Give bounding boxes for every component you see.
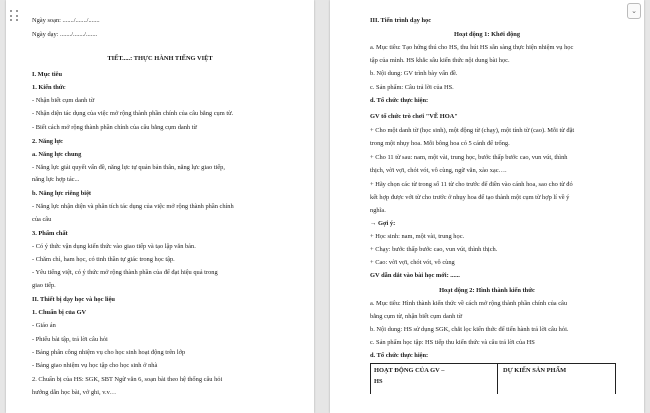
heading-specific-competence: b. Năng lực riêng biệt [32, 190, 92, 197]
text-line: hướng dẫn học bài, vở ghi, v.v… [32, 389, 117, 396]
table-divider [497, 364, 498, 394]
text-line: + Chạy: bước thấp bước cao, vun vút, thình thịch. [370, 246, 498, 253]
prep-date: Ngày soạn: ......./......./....... [32, 17, 100, 24]
text-line: + Cho 11 từ sau: nam, một vài, trung học, bước thấp bước cao, vun vút, thình [370, 154, 568, 161]
teach-date: Ngày dạy: ......./......./....... [32, 31, 98, 38]
student-prep: 2. Chuẩn bị của HS: SGK, SBT Ngữ văn 6, soạn bài theo hệ thống câu hỏi [32, 376, 223, 383]
activity-table [370, 363, 616, 394]
lesson-title: TIẾT.....: THỰC HÀNH TIẾNG VIỆT [107, 55, 213, 62]
table-header-activity-cont: HS [374, 378, 383, 385]
heading-competence: 2. Năng lực [32, 138, 63, 145]
heading-procedure: III. Tiến trình dạy học [370, 17, 432, 24]
text-line: + Cao: vời vợi, chót vót, vô cùng [370, 259, 455, 266]
text-line: - Giáo án [32, 322, 56, 329]
heading-activity-1: Hoạt động 1: Khởi động [453, 31, 521, 38]
heading-qualities: 3. Phẩm chất [32, 230, 68, 237]
text-line: năng lực hợp tác... [32, 176, 80, 183]
text-line: c. Sản phẩm học tập: HS tiếp thu kiến thức và câu trả lời của HS [370, 339, 535, 346]
text-line: a. Mục tiêu: Hình thành kiến thức về cách mở rộng thành phần chính của câu [370, 300, 568, 307]
text-line: + Hãy chọn các từ trong số 11 từ cho trước để điền vào cánh hoa, sao cho từ đó [370, 181, 573, 188]
heading-teacher-prep: 1. Chuẩn bị của GV [32, 309, 87, 316]
heading-activity-2: Hoạt động 2: Hình thành kiến thức [439, 287, 535, 294]
table-header-activity: HOẠT ĐỘNG CỦA GV – [374, 367, 445, 374]
text-line: thịch, vời vợi, chót vót, vô cùng, ngữ văn, xào xạc…. [370, 167, 507, 174]
text-line: a. Mục tiêu: Tạo hứng thú cho HS, thu hút HS sẵn sàng thực hiện nhiệm vụ học [370, 44, 574, 51]
text-line: - Có ý thức vận dụng kiến thức vào giao tiếp và tạo lập văn bản. [32, 243, 196, 250]
text-line: - Phiếu bài tập, trả lời câu hỏi [32, 336, 108, 343]
text-line: d. Tổ chức thực hiện: [370, 97, 429, 104]
text-line: trong một nhụy hoa. Mỗi bông hoa có 5 cánh để trống. [370, 140, 510, 147]
document-page-left [6, 0, 314, 413]
heading-knowledge: 1. Kiến thức [32, 84, 66, 91]
page-options-button[interactable]: ⌄ [627, 3, 641, 19]
text-line: của câu [32, 216, 52, 223]
text-line: - Chăm chỉ, ham học, có tinh thần tự giác trong học tập. [32, 256, 175, 263]
text-line: - Nhận diện tác dụng của việc mở rộng thành phần chính của câu bằng cụm từ. [32, 110, 234, 117]
text-line: tập của mình. HS khắc sâu kiến thức nội dung bài học. [370, 57, 510, 64]
text-line: nghĩa. [370, 207, 386, 214]
text-line: - Biết cách mở rộng thành phần chính của câu bằng cụm danh từ [32, 124, 197, 131]
text-line: kết hợp được với từ cho trước ở nhụy hoa để tạo thành một cụm từ hợp lí về ý [370, 194, 570, 201]
text-line: b. Nội dung: HS sử dụng SGK, chắt lọc kiến thức để tiến hành trả lời câu hỏi. [370, 326, 569, 333]
drag-handle-icon[interactable] [10, 10, 20, 22]
hint-heading: → Gợi ý: [370, 220, 396, 227]
heading-objectives: I. Mục tiêu [32, 71, 62, 78]
table-header-product: DỰ KIẾN SẢN PHẨM [503, 367, 567, 374]
text-line: b. Nội dung: GV trình bày vấn đề. [370, 70, 458, 77]
text-line: - Năng lực giải quyết vấn đề, năng lực tự quản bản thân, năng lực giao tiếp, [32, 164, 225, 171]
heading-equipment: II. Thiết bị dạy học và học liệu [32, 296, 115, 303]
text-line: d. Tổ chức thực hiện: [370, 352, 429, 359]
text-line: - Bảng phân công nhiệm vụ cho học sinh hoạt động trên lớp [32, 349, 186, 356]
text-line: - Yêu tiếng việt, có ý thức mở rộng thành phần của để đạt hiệu quả trong [32, 269, 218, 276]
text-line: - Bảng giao nhiệm vụ học tập cho học sinh ở nhà [32, 362, 158, 369]
game-heading: GV tổ chức trò chơi "VẼ HOA" [370, 113, 458, 120]
text-line: + Học sinh: nam, một vài, trung học. [370, 233, 465, 240]
text-line: bằng cụm từ, nhận biết cụm danh từ [370, 313, 463, 320]
text-line: GV dẫn dắt vào bài học mới: ...... [370, 272, 460, 279]
text-line: - Năng lực nhận diện và phân tích tác dụng của việc mở rộng thành phần chính [32, 203, 234, 210]
heading-general-competence: a. Năng lực chung [32, 151, 82, 158]
text-line: - Nhận biết cụm danh từ [32, 97, 95, 104]
text-line: + Cho một danh từ (học sinh), một động từ (chạy), một tính từ (cao). Mỗi từ đặt [370, 127, 575, 134]
text-line: giao tiếp. [32, 282, 56, 289]
document-page-right [330, 0, 644, 413]
text-line: c. Sản phẩm: Câu trả lời của HS. [370, 84, 454, 91]
